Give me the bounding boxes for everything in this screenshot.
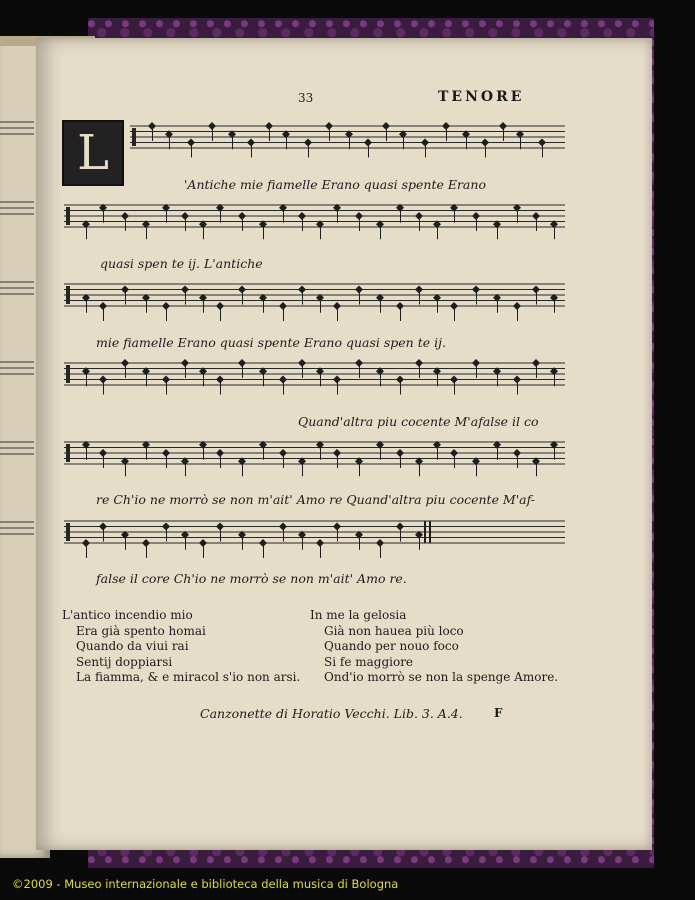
poem-stanza-right [310, 608, 558, 686]
poem-right-line-4: Si fe maggiore [324, 654, 414, 669]
lyric-line-3: mie fiamelle Erano quasi spente Erano quasi spen te ij. [96, 335, 446, 350]
lyric-line-4: Quand'altra piu cocente M'afalse il co [298, 414, 539, 429]
poem-left-line-1: L'antico incendio mio [62, 608, 193, 622]
poem-stanza-left [62, 608, 300, 686]
poem-left-line-4: Sentij doppiarsi [76, 654, 173, 669]
poem-right-line-3: Quando per nouo foco [324, 639, 459, 653]
clef-mark [66, 444, 70, 462]
poem-right-line-1: In me la gelosia [310, 608, 407, 622]
clef-mark [132, 128, 136, 146]
lyric-line-6: false il core Ch'io ne morrò se non m'ait' Amo re. [96, 571, 407, 586]
poem-left-line-3: Quando da viui rai [76, 639, 189, 653]
poem-left-line-2: Era già spento homai [76, 623, 206, 638]
page-number: 33 [298, 91, 314, 105]
decorated-initial: L [62, 120, 124, 186]
clef-mark [66, 207, 70, 225]
clef-mark [66, 523, 70, 541]
left-page-staves [0, 110, 36, 630]
copyright-caption: ©2009 - Museo internazionale e biblioteca della musica di Bologna [12, 877, 399, 891]
book-title-footer: Canzonette di Horatio Vecchi. Lib. 3. A.4. [200, 706, 463, 721]
poem-right-line-5: Ond'io morrò se non la spenge Amore. [324, 670, 559, 684]
part-name: TENORE [438, 89, 525, 105]
lyric-line-5: re Ch'io ne morrò se non m'ait' Amo re Quand'altra piu cocente M'af- [96, 492, 536, 507]
poem-right-line-2: Già non hauea più loco [324, 623, 464, 638]
poem-left-line-5: La fiamma, & e miracol s'io non arsi. [76, 670, 301, 684]
signature-mark: F [494, 706, 503, 720]
clef-mark [66, 286, 70, 304]
lyric-line-2: quasi spen te ij. L'antiche [100, 256, 263, 271]
clef-mark [66, 365, 70, 383]
lyric-line-1: 'Antiche mie fiamelle Erano quasi spente Erano [184, 177, 486, 192]
